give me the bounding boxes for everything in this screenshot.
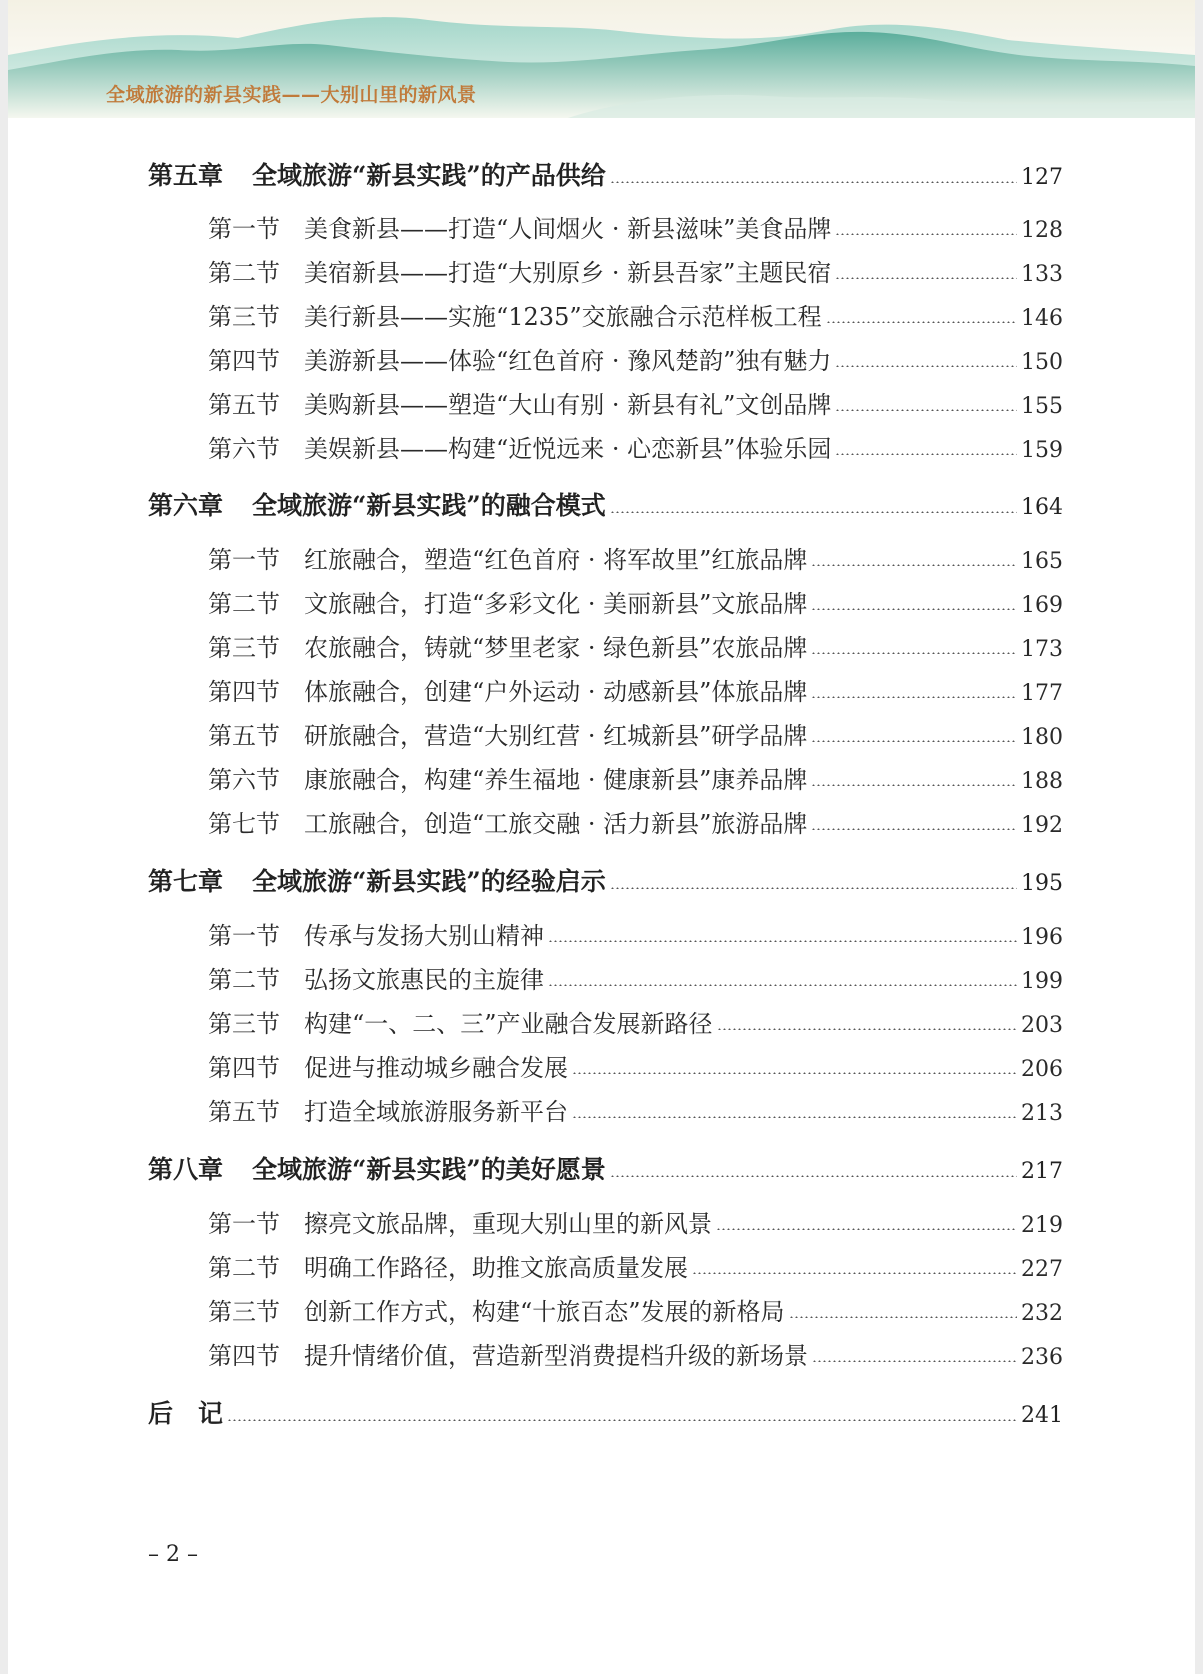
toc-chapter-8[interactable] [148, 1150, 1063, 1186]
section-title: 明确工作路径，助推文旅高质量发展 [304, 1254, 688, 1282]
section-title: 红旅融合，塑造“红色首府 · 将军故里”红旅品牌 [304, 546, 808, 574]
page-number: 180 [1021, 725, 1063, 750]
section-label: 第五节 [208, 722, 280, 750]
chapter-label: 第七章 [148, 867, 224, 896]
section-title: 弘扬文旅惠民的主旋律 [304, 966, 544, 994]
toc-section[interactable] [208, 297, 1063, 332]
chapter-title: 全域旅游“新县实践”的美好愿景 [252, 1155, 606, 1184]
chapter-label: 第五章 [148, 161, 224, 190]
dot-leader [789, 1316, 1017, 1318]
section-title: 工旅融合，创造“工旅交融 · 活力新县”旅游品牌 [304, 810, 808, 838]
toc-section[interactable] [208, 916, 1063, 951]
page-number: 199 [1021, 969, 1063, 994]
section-title: 美游新县——体验“红色首府 · 豫风楚韵”独有魅力 [304, 347, 832, 375]
dot-leader [548, 984, 1017, 986]
running-head-title: 全域旅游的新县实践——大别山里的新风景 [106, 84, 477, 106]
section-title: 研旅融合，营造“大别红营 · 红城新县”研学品牌 [304, 722, 808, 750]
page-number: 227 [1021, 1257, 1063, 1282]
section-label: 第四节 [208, 1342, 280, 1370]
dot-leader [811, 828, 1017, 830]
section-title: 美购新县——塑造“大山有别 · 新县有礼”文创品牌 [304, 391, 832, 419]
toc-section[interactable] [208, 584, 1063, 619]
section-label: 第四节 [208, 347, 280, 375]
section-title: 体旅融合，创建“户外运动 · 动感新县”体旅品牌 [304, 678, 808, 706]
dot-leader [811, 740, 1017, 742]
dot-leader [610, 181, 1017, 183]
section-title: 农旅融合，铸就“梦里老家 · 绿色新县”农旅品牌 [304, 634, 808, 662]
section-label: 第一节 [208, 1210, 280, 1238]
section-label: 第三节 [208, 634, 280, 662]
toc-section[interactable] [208, 209, 1063, 244]
toc-section[interactable] [208, 760, 1063, 795]
page-number: 217 [1021, 1159, 1063, 1184]
dot-leader [610, 511, 1017, 513]
dot-leader [835, 453, 1017, 455]
dot-leader [548, 940, 1017, 942]
section-label: 第四节 [208, 678, 280, 706]
section-title: 文旅融合，打造“多彩文化 · 美丽新县”文旅品牌 [304, 590, 808, 618]
chapter-label: 第八章 [148, 1155, 224, 1184]
page-number: 173 [1021, 637, 1063, 662]
dot-leader [572, 1116, 1017, 1118]
toc-section[interactable] [208, 1336, 1063, 1371]
chapter-title: 全域旅游“新县实践”的产品供给 [252, 161, 606, 190]
toc-section[interactable] [208, 540, 1063, 575]
section-title: 擦亮文旅品牌，重现大别山里的新风景 [304, 1210, 712, 1238]
section-title: 构建“一、二、三”产业融合发展新路径 [304, 1010, 713, 1038]
section-label: 第二节 [208, 1254, 280, 1282]
section-label: 第三节 [208, 1010, 280, 1038]
section-label: 第二节 [208, 259, 280, 287]
section-title: 创新工作方式，构建“十旅百态”发展的新格局 [304, 1298, 785, 1326]
section-label: 第二节 [208, 590, 280, 618]
section-label: 第三节 [208, 1298, 280, 1326]
section-label: 第二节 [208, 966, 280, 994]
page-number: 164 [1021, 495, 1063, 520]
section-label: 第五节 [208, 391, 280, 419]
dot-leader [692, 1272, 1017, 1274]
dot-leader [811, 784, 1017, 786]
section-label: 第三节 [208, 303, 280, 331]
section-title: 打造全域旅游服务新平台 [304, 1098, 568, 1126]
page-number: 159 [1021, 438, 1063, 463]
book-page [8, 0, 1195, 1674]
toc-chapter-6[interactable] [148, 486, 1063, 522]
toc-section[interactable] [208, 253, 1063, 288]
dot-leader [572, 1072, 1017, 1074]
page-number: 206 [1021, 1057, 1063, 1082]
page-number: 213 [1021, 1101, 1063, 1126]
toc-section[interactable] [208, 1048, 1063, 1083]
toc-section[interactable] [208, 385, 1063, 420]
section-label: 第五节 [208, 1098, 280, 1126]
toc-chapter-5[interactable] [148, 156, 1063, 192]
toc-section[interactable] [208, 1292, 1063, 1327]
dot-leader [716, 1228, 1017, 1230]
page-number: 219 [1021, 1213, 1063, 1238]
dot-leader [811, 608, 1017, 610]
toc-section[interactable] [208, 716, 1063, 751]
page-number: 241 [1021, 1403, 1063, 1428]
dot-leader [811, 652, 1017, 654]
page-number: 196 [1021, 925, 1063, 950]
section-label: 第六节 [208, 435, 280, 463]
toc-section[interactable] [208, 960, 1063, 995]
page-number: 155 [1021, 394, 1063, 419]
section-label: 第四节 [208, 1054, 280, 1082]
page-number: 192 [1021, 813, 1063, 838]
section-title: 促进与推动城乡融合发展 [304, 1054, 568, 1082]
section-title: 康旅融合，构建“养生福地 · 健康新县”康养品牌 [304, 766, 808, 794]
page-folio: – 2 – [148, 1542, 198, 1567]
toc-section[interactable] [208, 804, 1063, 839]
toc-section[interactable] [208, 1204, 1063, 1239]
page-number: 150 [1021, 350, 1063, 375]
toc-section[interactable] [208, 628, 1063, 663]
dot-leader [835, 365, 1017, 367]
section-title: 美食新县——打造“人间烟火 · 新县滋味”美食品牌 [304, 215, 832, 243]
section-label: 第六节 [208, 766, 280, 794]
section-label: 第一节 [208, 215, 280, 243]
page-number: 146 [1021, 306, 1063, 331]
dot-leader [610, 887, 1017, 889]
afterword-label: 后 记 [148, 1399, 224, 1428]
toc-chapter-7[interactable] [148, 862, 1063, 898]
dot-leader [811, 564, 1017, 566]
page-number: 203 [1021, 1013, 1063, 1038]
dot-leader [826, 321, 1017, 323]
dot-leader [811, 696, 1017, 698]
section-title: 美娱新县——构建“近悦远来 · 心恋新县”体验乐园 [304, 435, 832, 463]
section-title: 美宿新县——打造“大别原乡 · 新县吾家”主题民宿 [304, 259, 832, 287]
chapter-label: 第六章 [148, 491, 224, 520]
dot-leader [812, 1360, 1017, 1362]
dot-leader [835, 277, 1017, 279]
toc-section[interactable] [208, 672, 1063, 707]
page-number: 127 [1021, 165, 1063, 190]
toc-section[interactable] [208, 341, 1063, 376]
dot-leader [717, 1028, 1017, 1030]
page-number: 169 [1021, 593, 1063, 618]
page-number: 195 [1021, 871, 1063, 896]
toc-section[interactable] [208, 1004, 1063, 1039]
toc-section[interactable] [208, 429, 1063, 464]
toc-section[interactable] [208, 1248, 1063, 1283]
dot-leader [835, 409, 1017, 411]
dot-leader [227, 1419, 1017, 1421]
section-title: 提升情绪价值，营造新型消费提档升级的新场景 [304, 1342, 808, 1370]
section-title: 美行新县——实施“1235”交旅融合示范样板工程 [304, 303, 822, 331]
page-number: 165 [1021, 549, 1063, 574]
chapter-title: 全域旅游“新县实践”的融合模式 [252, 491, 606, 520]
toc-afterword[interactable] [148, 1394, 1063, 1430]
page-number: 133 [1021, 262, 1063, 287]
chapter-title: 全域旅游“新县实践”的经验启示 [252, 867, 606, 896]
page-number: 128 [1021, 218, 1063, 243]
page-number: 188 [1021, 769, 1063, 794]
section-label: 第七节 [208, 810, 280, 838]
page-number: 236 [1021, 1345, 1063, 1370]
section-title: 传承与发扬大别山精神 [304, 922, 544, 950]
dot-leader [835, 233, 1017, 235]
page-number: 232 [1021, 1301, 1063, 1326]
toc-section[interactable] [208, 1092, 1063, 1127]
page-number: 177 [1021, 681, 1063, 706]
section-label: 第一节 [208, 922, 280, 950]
dot-leader [610, 1175, 1017, 1177]
section-label: 第一节 [208, 546, 280, 574]
